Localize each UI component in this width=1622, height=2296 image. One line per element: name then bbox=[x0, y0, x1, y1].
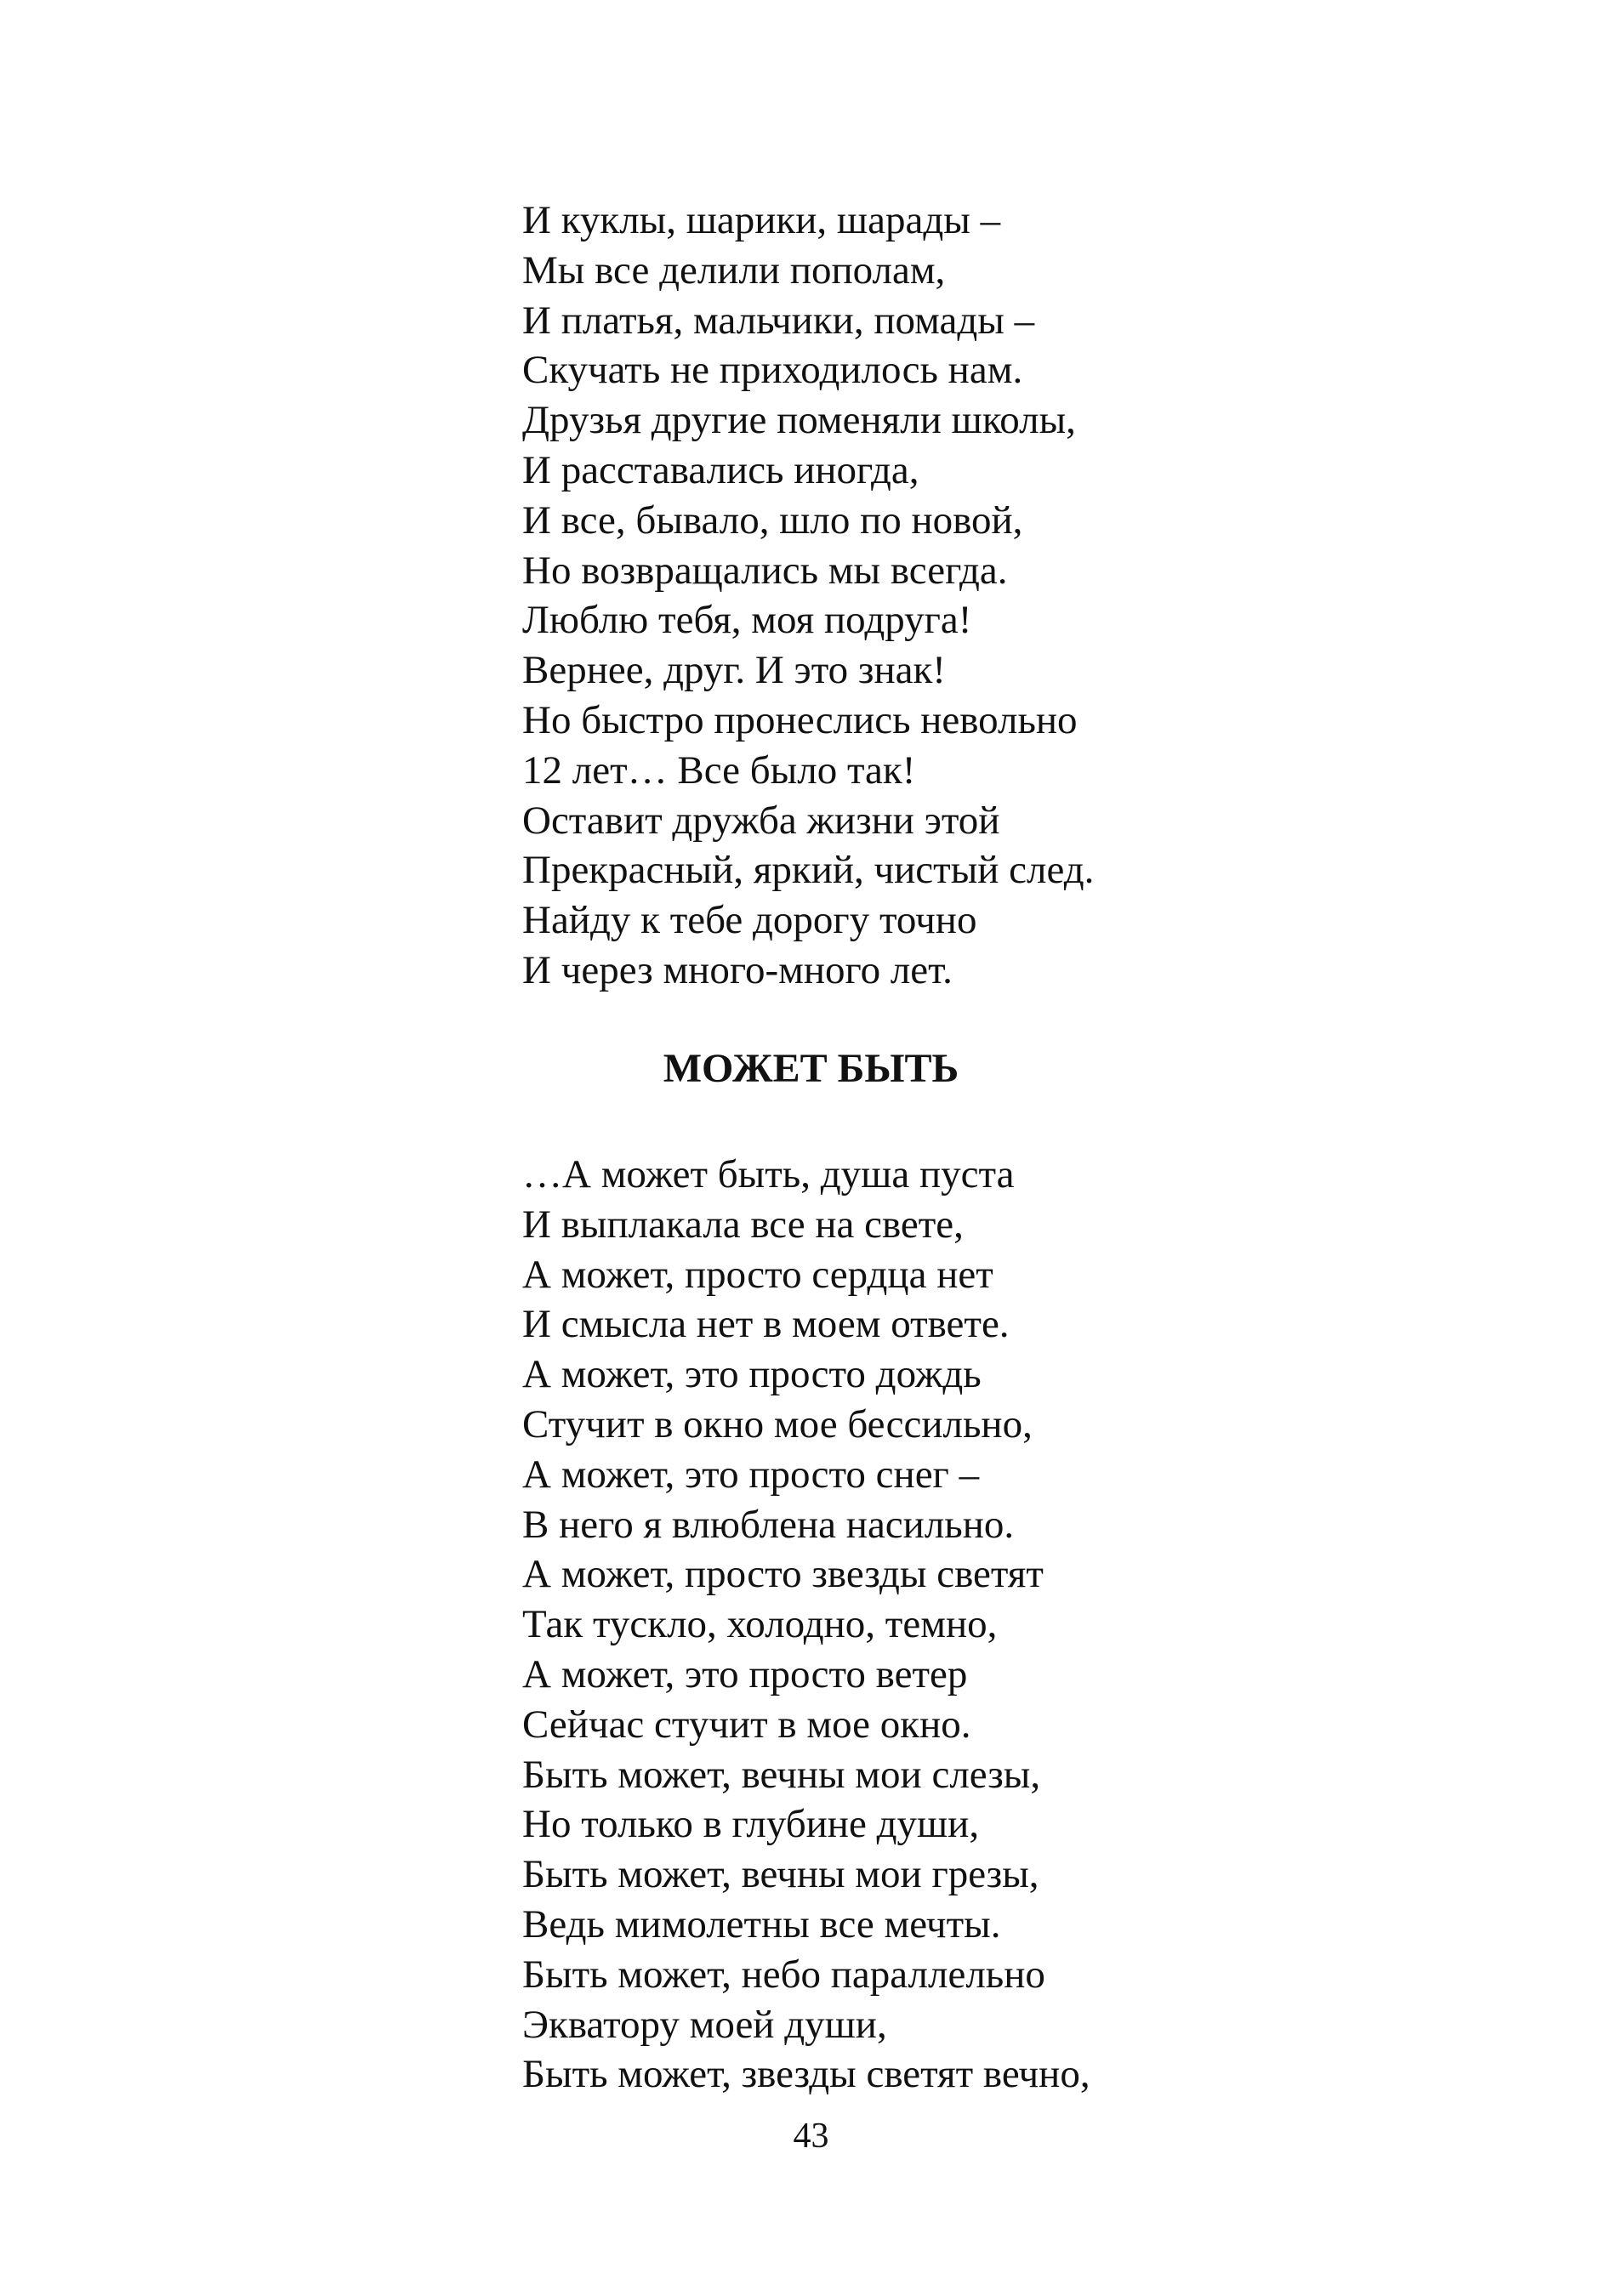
poem-line: Люблю тебя, моя подруга! bbox=[522, 598, 972, 643]
poem-line: Сейчас стучит в мое окно. bbox=[522, 1702, 971, 1747]
page-number: 43 bbox=[793, 2117, 829, 2156]
poem-line: Прекрасный, яркий, чистый след. bbox=[522, 848, 1095, 893]
poem-line: И платья, мальчики, помады – bbox=[522, 298, 1035, 343]
poem-line: Найду к тебе дорогу точно bbox=[522, 898, 977, 943]
poem-line: Ведь мимолетны все мечты. bbox=[522, 1901, 1001, 1946]
poem-line: И все, бывало, шло по новой, bbox=[522, 497, 1023, 543]
poem-title: МОЖЕТ БЫТЬ bbox=[663, 1046, 959, 1091]
poem-line: А может, это просто дождь bbox=[522, 1352, 982, 1397]
poem-line: Друзья другие поменяли школы, bbox=[522, 398, 1076, 443]
poem-line: А может, просто звезды светят bbox=[522, 1552, 1044, 1597]
poem-line: Мы все делили пополам, bbox=[522, 247, 946, 293]
poem-line: Оставит дружба жизни этой bbox=[522, 798, 1000, 843]
poem-line: Скучать не приходилось нам. bbox=[522, 348, 1023, 393]
poem-line: И выплакала все на свете, bbox=[522, 1202, 964, 1247]
poem-2-stanza bbox=[522, 1150, 1288, 2100]
poem-line: Стучит в окно мое бессильно, bbox=[522, 1401, 1033, 1446]
poem-line: И куклы, шарики, шарады – bbox=[522, 198, 1001, 242]
poem-line: Вернее, друг. И это знак! bbox=[522, 648, 946, 693]
poem-line: А может, просто сердца нет bbox=[522, 1252, 993, 1297]
poem-line: Но возвращались мы всегда. bbox=[522, 548, 1008, 593]
poem-line: Экватору моей души, bbox=[522, 2002, 887, 2047]
poem-line: И расставались иногда, bbox=[522, 447, 919, 492]
poem-line: Быть может, звезды светят вечно, bbox=[522, 2052, 1090, 2097]
poem-line: 12 лет… Все было так! bbox=[522, 747, 916, 793]
poem-line: В него я влюблена насильно. bbox=[522, 1502, 1015, 1547]
poem-line: Быть может, вечны мои слезы, bbox=[522, 1752, 1041, 1797]
poem-line: А может, это просто снег – bbox=[522, 1452, 980, 1497]
poem-line: А может, это просто ветер bbox=[522, 1651, 968, 1696]
poem-line: …А может быть, душа пуста bbox=[522, 1152, 1015, 1196]
poem-line: Быть может, небо параллельно bbox=[522, 1952, 1045, 1997]
poem-line: Так тускло, холодно, темно, bbox=[522, 1602, 998, 1647]
poem-line: Но быстро пронеслись невольно bbox=[522, 697, 1078, 742]
poem-line: И смысла нет в моем ответе. bbox=[522, 1302, 1010, 1347]
poem-line: И через много-много лет. bbox=[522, 947, 953, 992]
poem-1-stanza bbox=[522, 196, 1288, 996]
poem-line: Но только в глубине души, bbox=[522, 1802, 980, 1847]
poem-line: Быть может, вечны мои грезы, bbox=[522, 1852, 1039, 1897]
